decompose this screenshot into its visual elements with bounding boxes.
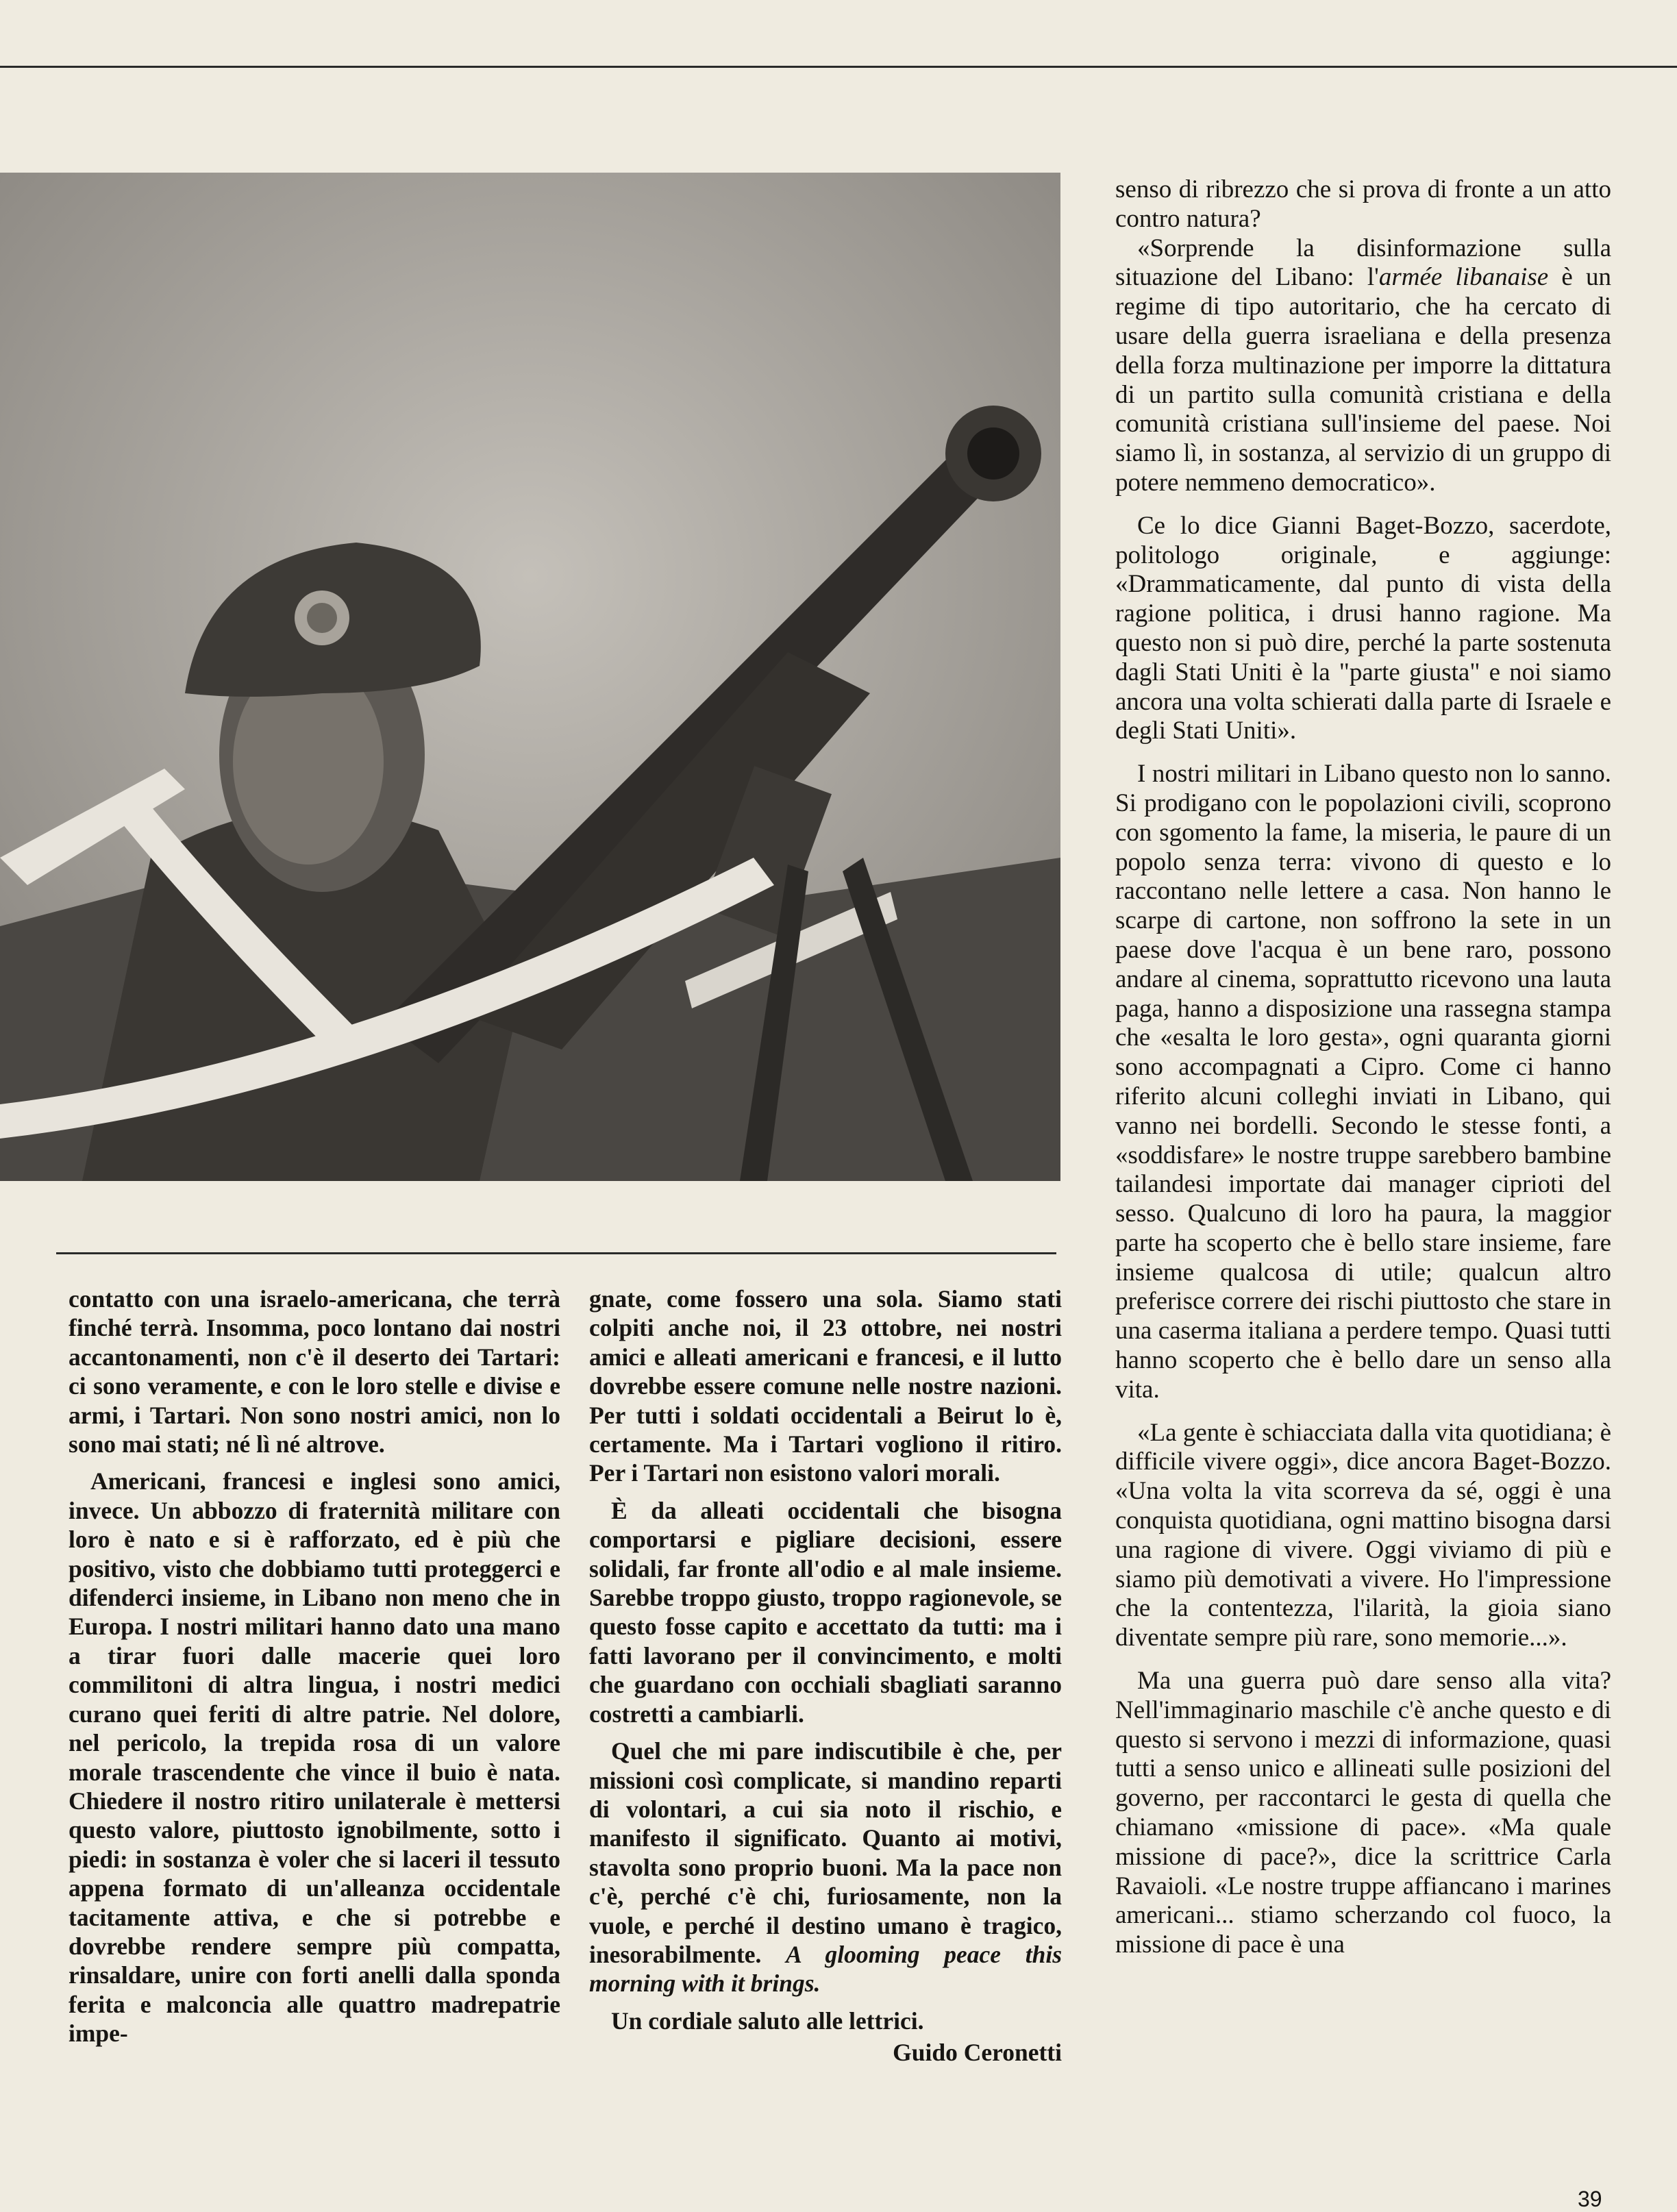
author-signature: Guido Ceronetti xyxy=(893,2039,1062,2067)
right-paragraph-2-end: è un regime di tipo autoritario, che ha cercato di usare della guerra israeliana e della presenza della forza multinazione per imporre la dittatura di un partito sulla comunità cristiana e della comunità cristiana sull'insieme del paese. Noi siamo lì, in sostanza, al servizio di un gruppo di potere nemmeno democratico». xyxy=(1115,263,1611,497)
column-rule xyxy=(56,1252,1056,1254)
soldier-with-machine-gun-photo xyxy=(0,173,1060,1181)
middle-paragraph-1: gnate, come fossero una sola. Siamo stati colpiti anche noi, il 23 ottobre, nei nostri amici e alleati americani e francesi, e il lutto dovrebbe essere comune nelle nostre nazioni. Per tutti i soldati occidentali a Beirut lo è, certamente. Ma i Tartari vogliono il ritiro. Per i Tartari non esistono valori morali. xyxy=(589,1285,1062,1487)
right-paragraph-5: «La gente è schiacciata dalla vita quotidiana; è difficile vivere oggi», dice ancora Baget-Bozzo. «Una volta la vita scorreva da sé, oggi è una conquista quotidiana, ogni mattino bisogna darsi una ragione di vivere. Oggi viviamo di più e siamo più demotivati a vivere. Ho l'impressione che la contentezza, l'ilarità, la gioia siano diventate sempre più rare, sono memorie...». xyxy=(1115,1418,1611,1652)
soldier-photo xyxy=(0,173,1060,1181)
middle-paragraph-2: È da alleati occidentali che bisogna comportarsi e pigliare decisioni, essere solidali, far fronte all'odio e al male insieme. Sarebbe troppo giusto, troppo ragionevole, se questo fosse capito e accettato da tutti: ma i fatti lavorano per il convincimento, e molti che guardano con occhiali sbagliati saranno costretti a cambiarli. xyxy=(589,1496,1062,1728)
right-column xyxy=(1115,175,1611,1960)
middle-paragraph-3-text: Quel che mi pare indiscutibile è che, per missioni così complicate, si mandino reparti di volontari, a cui sia noto il rischio, e manifesto il significato. Quanto ai motivi, stavolta sono proprio buoni. Ma la pace non c'è, perché c'è chi, furiosamente, non la vuole, e perché il destino umano è tragico, inesorabilmente. xyxy=(589,1737,1062,1968)
right-paragraph-1: senso di ribrezzo che si prova di fronte a un atto contro natura? xyxy=(1115,175,1611,233)
shakespeare-quote: A glooming peace this morning with it brings. xyxy=(589,1940,1063,1998)
left-paragraph-2: Americani, francesi e inglesi sono amici, invece. Un abbozzo di fraternità militare con loro è nato e si è rafforzato, ed è più che positivo, visto che dobbiamo tutti proteggerci e difenderci insieme, in Libano non meno che in Europa. I nostri militari hanno dato una mano a tirar fuori dalle macerie quei loro commilitoni di altra lingua, i nostri medici curano quei feriti di altre patrie. Nel dolore, nel pericolo, la trepida rosa di un valore morale trascendente che vince il buio è nata. Chiedere il nostro ritiro unilaterale è mettersi questo valore, piuttosto ignobilmente, sotto i piedi: in sostanza è voler che si laceri il tessuto appena formato di un'alleanza occidentale tacitamente attiva, e che si potrebbe e dovrebbe rendere sempre più compatta, rinsaldare, unire con forti anelli dalla sponda ferita e malconcia alle quattro madrepatrie impe- xyxy=(69,1467,560,2048)
right-paragraph-4: I nostri militari in Libano questo non lo sanno. Si prodigano con le popolazioni civili, scoprono con sgomento la fame, la miseria, le paure di un popolo senza terra: vivono di questo e lo raccontano nelle lettere a casa. Non hanno le scarpe di cartone, non soffrono la sete in un paese dove l'acqua è un bene raro, possono andare al cinema, soprattutto ricevono una lauta paga, hanno a disposizione una rassegna stampa che «esalta le loro gesta», ogni quaranta giorni sono accompagnati a Cipro. Come ci hanno riferito alcuni colleghi inviati in Libano, qui vanno nei bordelli. Secondo le stesse fonti, a «soddisfare» le nostre truppe sarebbero bambine tailandesi importate dai manager ciprioti del sesso. Qualcuno di loro ha paura, la maggior parte ha scoperto che è bello stare insieme, fare insieme qualcosa di utile; qualcun altro preferisce correre dei rischi piuttosto che stare in una caserma italiana a perdere tempo. Quasi tutti hanno scoperto che è bello dare un senso alla vita. xyxy=(1115,760,1611,1404)
right-paragraph-2-start: «Sorprende la disinformazione sulla situazione del Libano: l' xyxy=(1115,234,1611,292)
closing-greeting: Un cordiale saluto alle lettrici. xyxy=(611,2006,924,2035)
left-column xyxy=(69,1284,560,2048)
right-paragraph-3: Ce lo dice Gianni Baget-Bozzo, sacerdote, politologo originale, e aggiunge: «Drammaticamente, dal punto di vista della ragione politica, i drusi hanno ragione. Ma questo non si può dire, perché la parte sostenuta dagli Stati Uniti è la "parte giusta" e noi siamo ancora una volta schierati dalla parte di Israele e degli Stati Uniti». xyxy=(1115,511,1611,745)
right-paragraph-6: Ma una guerra può dare senso alla vita? Nell'immaginario maschile c'è anche questo e di questo si servono i mezzi di informazione, quasi tutti a senso unico e allineati sulle posizioni del governo, per raccontarci le gesta di quella che chiamano «missione di pace». «Ma quale missione di pace?», dice la scrittrice Carla Ravaioli. «Le nostre truppe affiancano i marines americani... stiamo scherzando col fuoco, la missione di pace è una xyxy=(1115,1667,1611,1959)
armee-libanaise-italic: armée libanaise xyxy=(1378,263,1549,292)
top-rule xyxy=(0,66,1677,68)
page-number: 39 xyxy=(1578,2187,1602,2211)
middle-paragraph-3 xyxy=(589,1737,1062,1998)
left-paragraph-1: contatto con una israelo-americana, che terrà finché terrà. Insomma, poco lontano dai nostri accantonamenti, non c'è il deserto dei Tartari: ci sono veramente, e con le loro stelle e divise e armi, i Tartari. Non sono nostri amici, non lo sono mai stati; né lì né altrove. xyxy=(69,1285,560,1458)
right-paragraph-2 xyxy=(1115,234,1611,498)
middle-column xyxy=(589,1284,1062,2067)
